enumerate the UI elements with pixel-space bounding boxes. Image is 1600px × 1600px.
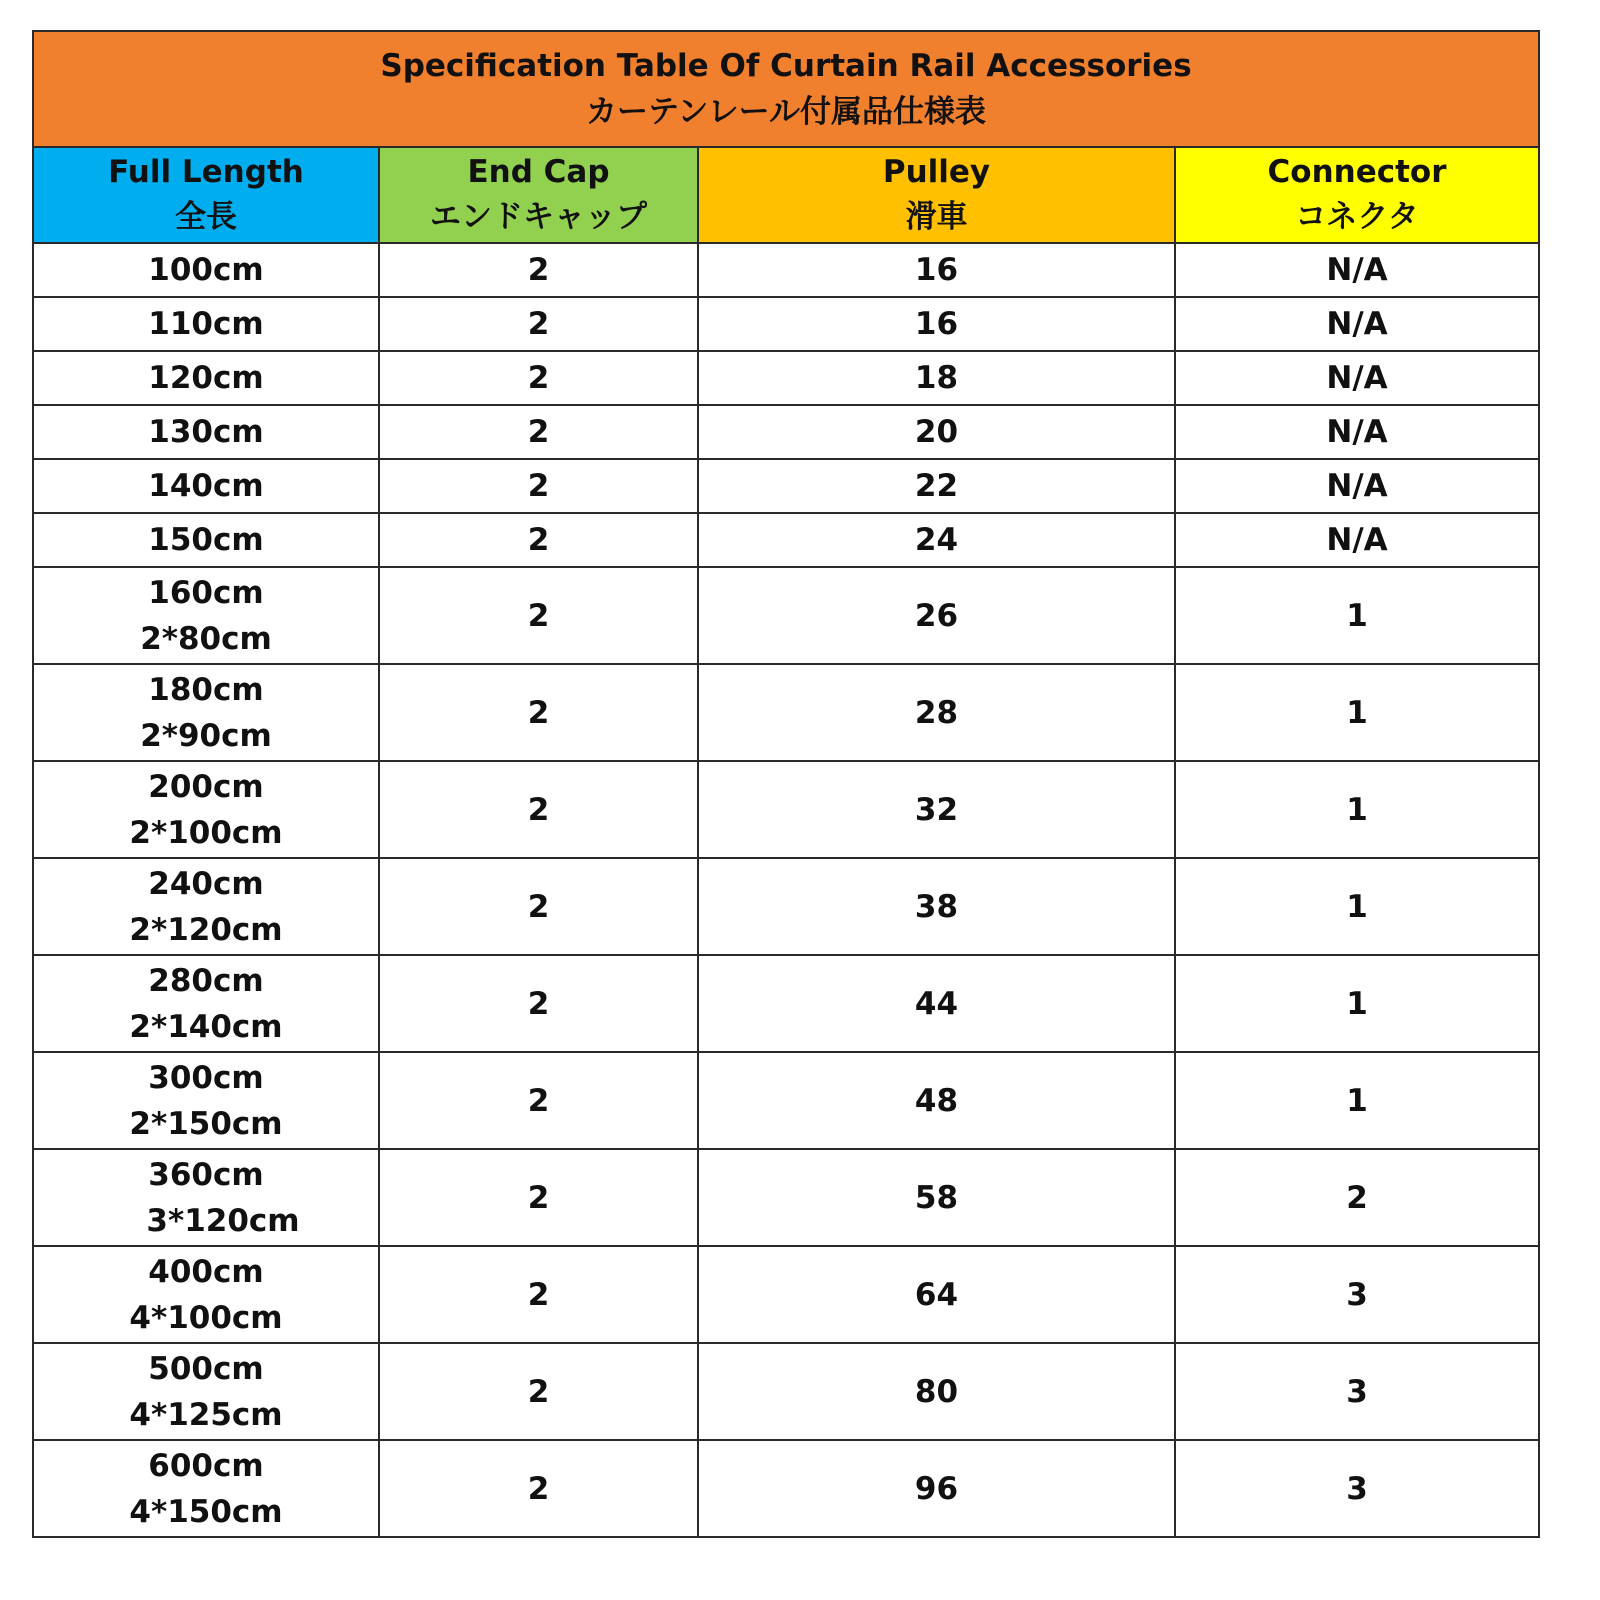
- header-label-en: Connector: [1267, 154, 1447, 190]
- split-length-value: 2*80cm: [140, 620, 272, 657]
- table-row: [33, 664, 1539, 761]
- table-row: [33, 1343, 1539, 1440]
- end-cap-cell: 2: [379, 1149, 698, 1246]
- pulley-cell: 96: [698, 1440, 1175, 1537]
- full-length-cell: [33, 1440, 379, 1537]
- connector-cell: 1: [1175, 1052, 1539, 1149]
- end-cap-cell: 2: [379, 405, 698, 459]
- table-row: [33, 513, 1539, 567]
- table-row: [33, 351, 1539, 405]
- connector-cell: 2: [1175, 1149, 1539, 1246]
- header-label-en: End Cap: [467, 154, 610, 190]
- full-length-cell: [33, 1052, 379, 1149]
- table-row: [33, 858, 1539, 955]
- table-row: [33, 1052, 1539, 1149]
- full-length-cell: [33, 955, 379, 1052]
- table-row: [33, 955, 1539, 1052]
- table-row: [33, 1440, 1539, 1537]
- header-label-jp: 滑車: [905, 199, 968, 235]
- full-length-cell: [33, 1149, 379, 1246]
- split-length-value: 4*100cm: [129, 1299, 283, 1336]
- split-length-value: 2*100cm: [129, 814, 283, 851]
- table-row: [33, 405, 1539, 459]
- connector-cell: 1: [1175, 567, 1539, 664]
- pulley-cell: 24: [698, 513, 1175, 567]
- end-cap-cell: 2: [379, 1052, 698, 1149]
- pulley-cell: 16: [698, 297, 1175, 351]
- table-row: [33, 761, 1539, 858]
- connector-cell: 1: [1175, 858, 1539, 955]
- end-cap-cell: 2: [379, 243, 698, 297]
- full-length-cell: [33, 243, 379, 297]
- full-length-cell: [33, 297, 379, 351]
- full-length-value: 240cm: [148, 865, 264, 902]
- connector-cell: 1: [1175, 955, 1539, 1052]
- pulley-cell: 38: [698, 858, 1175, 955]
- end-cap-cell: 2: [379, 664, 698, 761]
- pulley-cell: 32: [698, 761, 1175, 858]
- header-row: [33, 147, 1539, 243]
- header-label-jp: コネクタ: [1295, 199, 1419, 235]
- table-body: [33, 243, 1539, 1537]
- connector-cell: 1: [1175, 761, 1539, 858]
- connector-cell: 3: [1175, 1440, 1539, 1537]
- end-cap-cell: 2: [379, 513, 698, 567]
- full-length-value: 360cm: [148, 1156, 264, 1193]
- pulley-cell: 58: [698, 1149, 1175, 1246]
- table-row: [33, 459, 1539, 513]
- full-length-cell: [33, 351, 379, 405]
- full-length-value: 130cm: [148, 414, 264, 450]
- connector-cell: N/A: [1175, 459, 1539, 513]
- connector-cell: 3: [1175, 1246, 1539, 1343]
- full-length-value: 160cm: [148, 574, 264, 611]
- end-cap-cell: 2: [379, 567, 698, 664]
- end-cap-cell: 2: [379, 761, 698, 858]
- full-length-cell: [33, 858, 379, 955]
- full-length-value: 200cm: [148, 768, 264, 805]
- split-length-value: 2*140cm: [129, 1008, 283, 1045]
- table-row: [33, 567, 1539, 664]
- end-cap-cell: 2: [379, 297, 698, 351]
- connector-cell: N/A: [1175, 513, 1539, 567]
- header-label-en: Pulley: [882, 154, 991, 190]
- connector-cell: N/A: [1175, 297, 1539, 351]
- end-cap-cell: 2: [379, 1440, 698, 1537]
- connector-cell: N/A: [1175, 351, 1539, 405]
- split-length-value: 4*125cm: [129, 1396, 283, 1433]
- table-row: [33, 1246, 1539, 1343]
- column-header-end-cap: [379, 147, 698, 243]
- split-length-value: 4*150cm: [129, 1493, 283, 1530]
- title-japanese: カーテンレール付属品仕様表: [585, 94, 987, 130]
- split-length-value: 2*150cm: [129, 1105, 283, 1142]
- column-header-full-length: [33, 147, 379, 243]
- header-label-en: Full Length: [108, 154, 304, 190]
- connector-cell: N/A: [1175, 405, 1539, 459]
- full-length-value: 140cm: [148, 468, 264, 504]
- pulley-cell: 64: [698, 1246, 1175, 1343]
- full-length-cell: [33, 405, 379, 459]
- pulley-cell: 20: [698, 405, 1175, 459]
- full-length-value: 150cm: [148, 522, 264, 558]
- full-length-value: 400cm: [148, 1253, 264, 1290]
- table-row: [33, 297, 1539, 351]
- split-length-value: 2*90cm: [140, 717, 272, 754]
- end-cap-cell: 2: [379, 351, 698, 405]
- full-length-value: 280cm: [148, 962, 264, 999]
- full-length-cell: [33, 1343, 379, 1440]
- connector-cell: 1: [1175, 664, 1539, 761]
- end-cap-cell: 2: [379, 1343, 698, 1440]
- full-length-cell: [33, 459, 379, 513]
- full-length-value: 300cm: [148, 1059, 264, 1096]
- full-length-cell: [33, 513, 379, 567]
- full-length-value: 100cm: [148, 252, 264, 288]
- end-cap-cell: 2: [379, 858, 698, 955]
- pulley-cell: 48: [698, 1052, 1175, 1149]
- full-length-cell: [33, 1246, 379, 1343]
- table-row: [33, 243, 1539, 297]
- header-label-jp: エンドキャップ: [430, 199, 647, 235]
- full-length-value: 500cm: [148, 1350, 264, 1387]
- title-english: Specification Table Of Curtain Rail Accessories: [380, 48, 1192, 84]
- split-length-value: 2*120cm: [129, 911, 283, 948]
- pulley-cell: 26: [698, 567, 1175, 664]
- pulley-cell: 80: [698, 1343, 1175, 1440]
- pulley-cell: 22: [698, 459, 1175, 513]
- full-length-value: 600cm: [148, 1447, 264, 1484]
- full-length-value: 110cm: [148, 306, 264, 342]
- pulley-cell: 28: [698, 664, 1175, 761]
- pulley-cell: 44: [698, 955, 1175, 1052]
- connector-cell: 3: [1175, 1343, 1539, 1440]
- table-title: [33, 31, 1539, 147]
- full-length-cell: [33, 664, 379, 761]
- full-length-value: 180cm: [148, 671, 264, 708]
- end-cap-cell: 2: [379, 955, 698, 1052]
- split-length-value: 3*120cm: [146, 1202, 300, 1239]
- full-length-value: 120cm: [148, 360, 264, 396]
- column-header-connector: [1175, 147, 1539, 243]
- full-length-cell: [33, 761, 379, 858]
- title-row: [33, 31, 1539, 147]
- spec-table: [32, 30, 1540, 1538]
- pulley-cell: 16: [698, 243, 1175, 297]
- full-length-cell: [33, 567, 379, 664]
- header-label-jp: 全長: [175, 199, 237, 235]
- column-header-pulley: [698, 147, 1175, 243]
- end-cap-cell: 2: [379, 1246, 698, 1343]
- table-row: [33, 1149, 1539, 1246]
- pulley-cell: 18: [698, 351, 1175, 405]
- end-cap-cell: 2: [379, 459, 698, 513]
- connector-cell: N/A: [1175, 243, 1539, 297]
